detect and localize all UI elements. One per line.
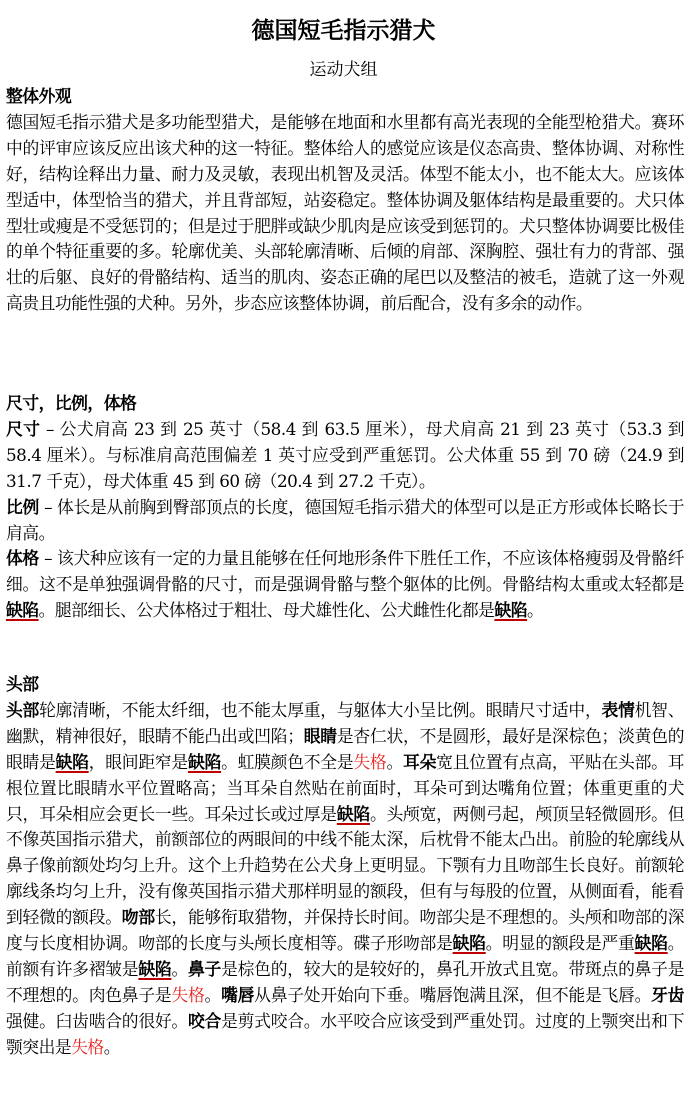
head-text: 。 [103, 1036, 121, 1057]
size-label: 尺寸 [6, 418, 41, 439]
head-paragraph [6, 698, 684, 1061]
head-text: 。虹膜颜色不全是 [221, 751, 354, 772]
nose-label: 鼻子 [187, 958, 222, 979]
head-label: 头部 [6, 699, 40, 720]
ears-label: 耳朵 [403, 751, 437, 772]
fault-term: 缺陷 [336, 803, 370, 824]
proportion-paragraph [6, 495, 684, 547]
fault-term: 缺陷 [494, 600, 528, 621]
proportion-label: 比例 [6, 496, 40, 517]
page-title: 德国短毛指示猎犬 [251, 18, 436, 44]
substance-dash: – [39, 548, 58, 569]
head-text: 。明显的额段是严重 [485, 933, 635, 954]
disqualification-term: 失格 [71, 1036, 104, 1057]
substance-text-1: 该犬种应该有一定的力量且能够在任何地形条件下胜任工作，不应该体格瘦弱及骨骼纤细。这不是单独强调骨骼的尺寸，而是强调骨骼与整个躯体的比例。骨骼结构太重或太轻都是 [6, 548, 684, 595]
eyes-label: 眼睛 [303, 725, 337, 746]
expression-label: 表情 [601, 699, 635, 720]
head-text: 宽且位置有点高，平贴在头部。耳根位置比眼睛水平位置略高；当耳朵自然贴在前面时，耳朵可到达嘴角位置；体重更重的犬只，耳朵相应会更长一些。耳朵过长或过厚是 [6, 751, 684, 824]
head-text: ，眼间距窄是 [88, 751, 188, 772]
lips-label: 嘴唇 [221, 984, 255, 1005]
heading-size: 尺寸，比例，体格 [6, 393, 137, 413]
section-head [6, 672, 684, 1061]
section-size [6, 391, 684, 624]
size-text: 公犬肩高 23 到 25 英寸（58.4 到 63.5 厘米），母犬肩高 21 到 23 英寸（53.3 到 58.4 厘米）。与标准肩高范围偏差 1 英寸应受到严重惩罚。公犬体重 55 到 70 磅（24.9 到 31.7 千克），母犬体重 45 到 60 磅（20.4 到 27.2 千克）。 [6, 418, 684, 491]
substance-label: 体格 [6, 548, 40, 569]
teeth-label: 牙齿 [651, 984, 684, 1005]
head-text: 是剪式咬合。水平咬合应该受到严重处罚。过度的上颚突出和下颚突出是 [6, 1010, 684, 1057]
fault-term: 缺陷 [634, 933, 668, 954]
group-subtitle: 运动犬组 [309, 60, 378, 80]
disqualification-term: 失格 [353, 751, 387, 772]
fault-term: 缺陷 [6, 600, 39, 621]
section-general [6, 84, 684, 317]
substance-text-2: 。腿部细长、公犬体格过于粗壮、母犬雄性化、公犬雌性化都是 [38, 600, 495, 621]
fault-term: 缺陷 [452, 933, 486, 954]
substance-text-3: 。 [527, 600, 544, 621]
head-text: 。头颅宽，两侧弓起，颅顶呈轻微圆形。但不像英国指示猎犬，前额部位的两眼间的中线不能太深，后枕骨不能太凸出。前脸的轮廓线从鼻子像前额处均匀上升。这个上升趋势在公犬身上更明显。下颚有力且吻部生长良好。前额轮廓线条均匀上升，没有像英国指示猎犬那样明显的额段，但有与每股的位置，从侧面看，能看到轻微的额段。 [6, 803, 684, 928]
disqualification-term: 失格 [171, 984, 205, 1005]
fault-term: 缺陷 [55, 751, 89, 772]
size-paragraph [6, 417, 684, 495]
head-text: 。前额有许多褶皱是 [6, 933, 684, 979]
proportion-text: 体长是从前胸到臀部顶点的长度，德国短毛指示猎犬的体型可以是正方形或体长略长于肩高。 [6, 496, 684, 543]
heading-head: 头部 [6, 674, 39, 694]
head-text: 是棕色的，较大的是较好的，鼻孔开放式且宽。带斑点的鼻子是不理想的。肉色鼻子是 [6, 958, 684, 1005]
head-text: 机智、幽默，精神很好，眼睛不能凸出或凹陷； [6, 699, 684, 746]
fault-term: 缺陷 [138, 958, 172, 979]
head-text: 。 [204, 984, 222, 1005]
general-text: 德国短毛指示猎犬是多功能型猎犬，是能够在地面和水里都有高光表现的全能型枪猎犬。赛环中的评审应该反应出该犬种的这一特征。整体给人的感觉应该是仪态高贵、整体协调、对称性好，结构诠释出力量、耐力及灵敏，表现出机智及灵活。体型不能太小，也不能太大。应该体型适中，体型恰当的猎犬，并且背部短，站姿稳定。整体协调及躯体结构是最重要的。犬只体型壮或瘦是不受惩罚的；但是过于肥胖或缺少肌肉是应该受到惩罚的。犬只整体协调要比极佳的单个特征重要的多。轮廓优美、头部轮廓清晰、后倾的肩部、深胸腔、强壮有力的背部、强壮的后躯、良好的骨骼结构、适当的肌肉、姿态正确的尾巴以及整洁的被毛，造就了这一外观高贵且功能性强的犬种。另外，步态应该整体协调，前后配合，没有多余的动作。 [6, 111, 684, 314]
head-text: 是杏仁状，不是圆形，最好是深棕色；淡黄色的眼睛是 [6, 725, 684, 772]
proportion-dash: – [39, 496, 58, 517]
muzzle-label: 吻部 [121, 907, 155, 928]
head-text: 。 [386, 751, 404, 772]
bite-label: 咬合 [187, 1010, 222, 1031]
substance-paragraph [6, 546, 684, 624]
head-text: 长，能够衔取猎物，并保持长时间。吻部尖是不理想的。头颅和吻部的深度与长度相协调。吻部的长度与头颅长度相等。碟子形吻部是 [6, 907, 684, 954]
heading-general: 整体外观 [6, 86, 72, 106]
head-text: 轮廓清晰，不能太纤细，也不能太厚重，与躯体大小呈比例。眼睛尺寸适中， [39, 699, 602, 720]
fault-term: 缺陷 [187, 751, 222, 772]
head-text: 强健。臼齿啮合的很好。 [6, 1010, 188, 1031]
size-dash: – [40, 418, 60, 439]
head-text: 。 [171, 958, 188, 979]
head-text: 从鼻子处开始向下垂。嘴唇饱满且深，但不能是飞唇。 [254, 984, 652, 1005]
